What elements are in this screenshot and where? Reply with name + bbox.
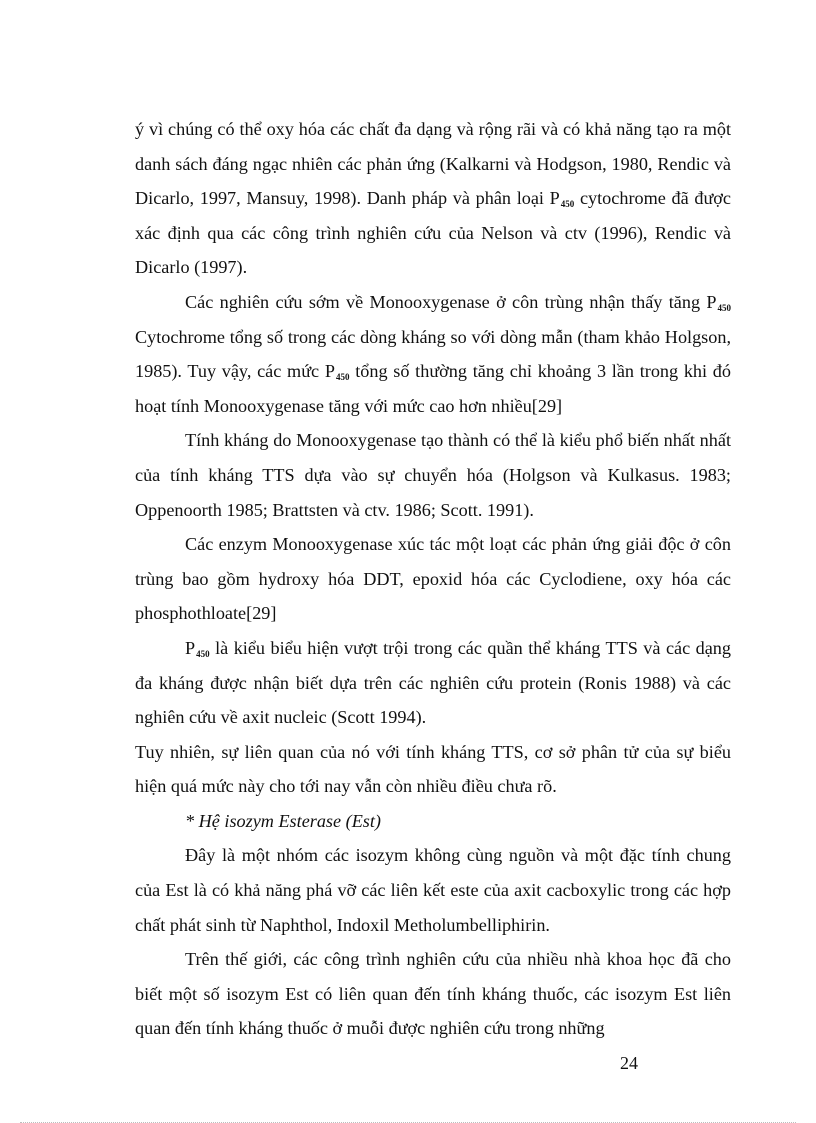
subscript: 450 [717, 302, 731, 313]
paragraph [135, 735, 731, 804]
text-run: Đây là một nhóm các isozym không cùng nguồn và một đặc tính chung của Est là có khả năng phá vỡ các liên kết este của axit cacboxylic trong các hợp chất phát sinh từ Naphthol, Indoxil Metholumbelliphirin. [135, 845, 731, 935]
paragraph [135, 527, 731, 631]
text-run: P [185, 637, 196, 658]
text-run: * Hệ isozym Esterase (Est) [185, 810, 381, 831]
text-run: ý vì chúng có thể oxy hóa các chất đa dạng và rộng rãi và có khả năng tạo ra một danh sách đáng ngạc nhiên các phản ứng (Kalkarni và Hodgson, 1980, Rendic và Dicarlo, 1997, Mansuy, 1998). Danh pháp và phân loại P [135, 119, 731, 209]
text-run: Trên thế giới, các công trình nghiên cứu của nhiều nhà khoa học đã cho biết một số isozym Est có liên quan đến tính kháng thuốc, các isozym Est liên quan đến tính kháng thuốc ở muỗi được nghiên cứu trong những [135, 949, 731, 1039]
paragraph [135, 838, 731, 942]
text-run: tổng số thường tăng chỉ khoảng 3 lần trong khi đó hoạt tính Monooxygenase tăng với mức cao hơn nhiều[29] [135, 361, 731, 416]
text-run: cytochrome đã được xác định qua các công trình nghiên cứu của Nelson và ctv (1996), Rendic và Dicarlo (1997). [135, 188, 731, 278]
section-heading [135, 804, 731, 839]
text-run: Các nghiên cứu sớm về Monooxygenase ở côn trùng nhận thấy tăng P [185, 291, 717, 312]
text-run: là kiểu biểu hiện vượt trội trong các quần thể kháng TTS và các dạng đa kháng được nhận biết dựa trên các nghiên cứu protein (Ronis 1988) và các nghiên cứu về axit nucleic (Scott 1994). [135, 637, 731, 728]
text-run: Tính kháng do Monooxygenase tạo thành có thể là kiểu phổ biến nhất nhất của tính kháng TTS dựa vào sự chuyển hóa (Holgson và Kulkasus. 1983; Oppenoorth 1985; Brattsten và ctv. 1986; Scott. 1991). [135, 430, 731, 520]
subscript: 450 [560, 199, 575, 210]
paragraph [135, 285, 731, 423]
paragraph [135, 112, 731, 285]
text-run: Cytochrome tổng số trong các dòng kháng so với dòng mẫn (tham khảo Holgson, 1985). Tuy vậy, các mức P [135, 326, 731, 382]
subscript: 450 [196, 648, 210, 659]
subscript: 450 [335, 372, 350, 383]
page-number: 24 [620, 1053, 638, 1073]
paragraph [135, 942, 731, 1046]
body-text [135, 112, 731, 1046]
text-run: Tuy nhiên, sự liên quan của nó với tính kháng TTS, cơ sở phân tử của sự biểu hiện quá mức này cho tới nay vẫn còn nhiều điều chưa rõ. [135, 741, 731, 797]
paragraph [135, 631, 731, 735]
text-run: Các enzym Monooxygenase xúc tác một loạt các phản ứng giải độc ở côn trùng bao gồm hydroxy hóa DDT, epoxid hóa các Cyclodiene, oxy hóa các phosphothloate[29] [135, 534, 731, 624]
paragraph [135, 423, 731, 527]
